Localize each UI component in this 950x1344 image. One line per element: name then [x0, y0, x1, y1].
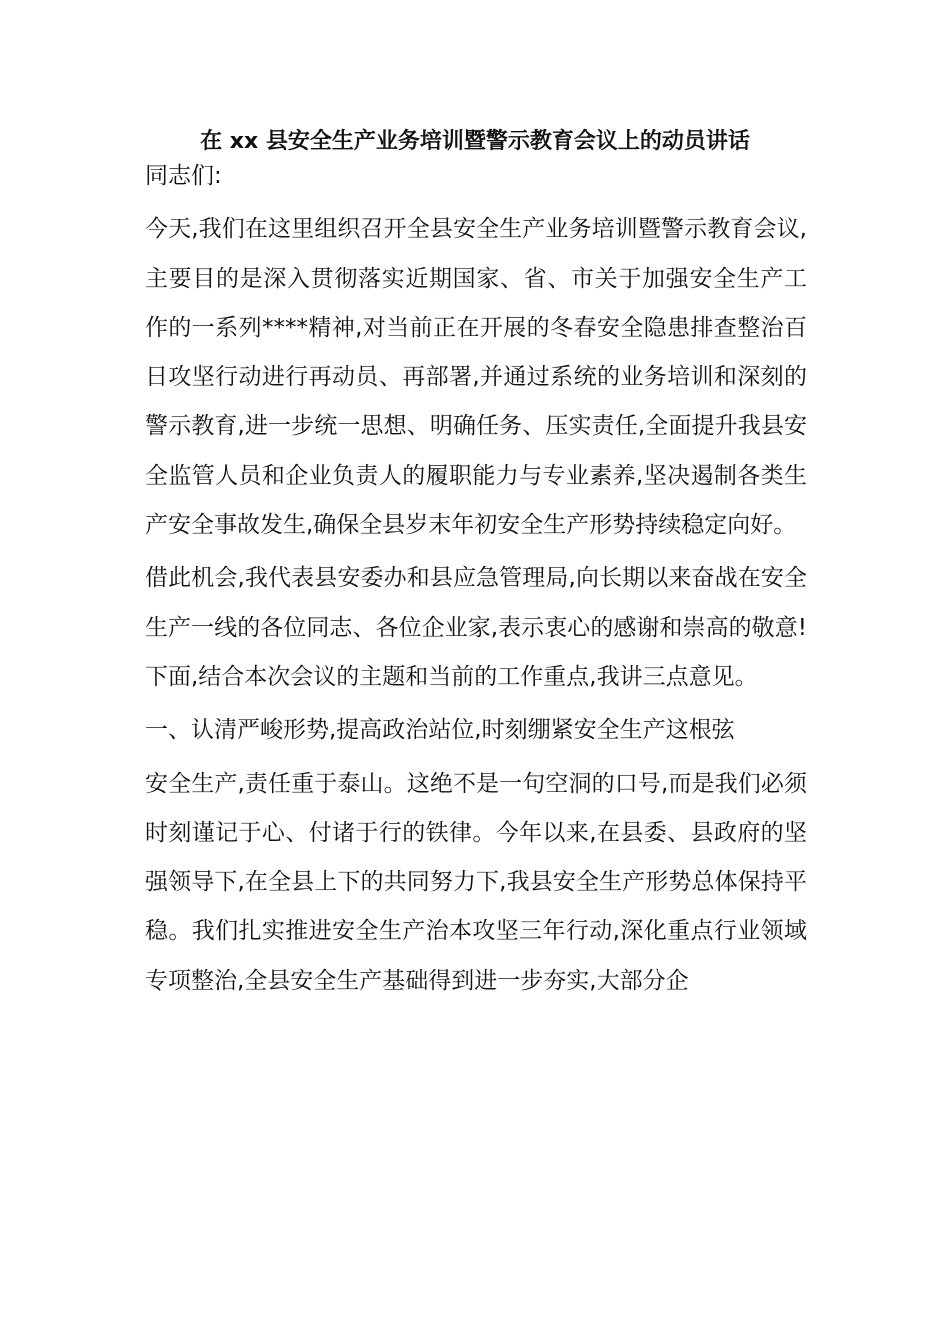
- paragraph-thanks: 借此机会,我代表县安委办和县应急管理局,向长期以来奋战在安全生产一线的各位同志、各位企业家,表示衷心的感谢和崇高的敬意!下面,结合本次会议的主题和当前的工作重点,我讲三点意见。: [145, 565, 807, 690]
- section-heading: 一、认清严峻形势,提高政治站位,时刻绷紧安全生产这根弦: [145, 717, 735, 744]
- document-title: 在 xx 县安全生产业务培训暨警示教育会议上的动员讲话: [200, 129, 750, 154]
- paragraph-opening: 今天,我们在这里组织召开全县安全生产业务培训暨警示教育会议,主要目的是深入贯彻落实近期国家、省、市关于加强安全生产工作的一系列****精神,对当前正在开展的冬春安全隐患排查整治百日攻坚行动进行再动员、再部署,并通过系统的业务培训和深刻的警示教育,进一步统一思想、明确任务、压实责任,全面提升我县安全监管人员和企业负责人的履职能力与专业素养,坚决遏制各类生产安全事故发生,确保全县岁末年初安全生产形势持续稳定向好。: [145, 216, 807, 539]
- salutation: 同志们:: [145, 163, 222, 189]
- document-body: [145, 152, 807, 1006]
- paragraph-section-one: 安全生产,责任重于泰山。这绝不是一句空洞的口号,而是我们必须时刻谨记于心、付诸于行的铁律。今年以来,在县委、县政府的坚强领导下,在全县上下的共同努力下,我县安全生产形势总体保持平稳。我们扎实推进安全生产治本攻坚三年行动,深化重点行业领域专项整治,全县安全生产基础得到进一步夯实,大部分企: [145, 770, 807, 994]
